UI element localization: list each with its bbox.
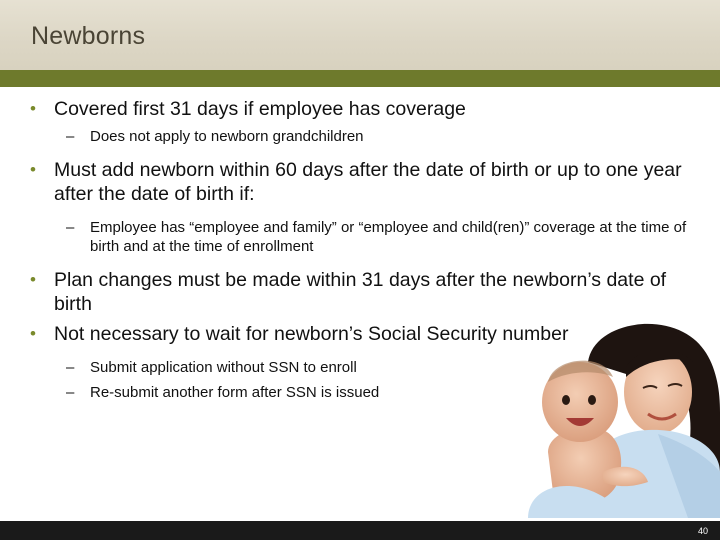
bullet-icon: • (30, 99, 36, 118)
sub-bullet-text: Re-submit another form after SSN is issued (90, 384, 380, 401)
bullet-item (30, 158, 690, 206)
dash-icon: – (66, 384, 75, 401)
bullet-text: Covered first 31 days if employee has coverage (54, 98, 466, 120)
dash-icon: – (66, 359, 75, 376)
mother-and-baby-photo (508, 322, 720, 518)
slide-header (0, 0, 720, 70)
dash-icon: – (66, 219, 75, 236)
bullet-text: Plan changes must be made within 31 days after the newborn’s date of birth (54, 269, 667, 315)
page-number: 40 (697, 526, 708, 536)
slide-footer (0, 521, 720, 540)
sub-bullet-text: Does not apply to newborn grandchildren (90, 128, 364, 145)
sub-bullet-text: Submit application without SSN to enroll (90, 359, 357, 376)
bullet-item (30, 268, 690, 316)
bullet-text: Must add newborn within 60 days after the date of birth or up to one year after the date of birth if: (54, 159, 682, 205)
bullet-icon: • (30, 160, 36, 179)
bullet-text: Not necessary to wait for newborn’s Social Security number (54, 323, 569, 345)
bullet-item (30, 97, 690, 121)
sub-bullet-item (30, 218, 690, 256)
bullet-icon: • (30, 270, 36, 289)
slide-title: Newborns (31, 22, 146, 50)
dash-icon: – (66, 128, 75, 145)
header-accent-bar (0, 70, 720, 87)
bullet-icon: • (30, 324, 36, 343)
sub-bullet-text: Employee has “employee and family” or “employee and child(ren)” coverage at the time of birth and at the time of enrollment (90, 219, 687, 255)
sub-bullet-item (30, 127, 690, 146)
